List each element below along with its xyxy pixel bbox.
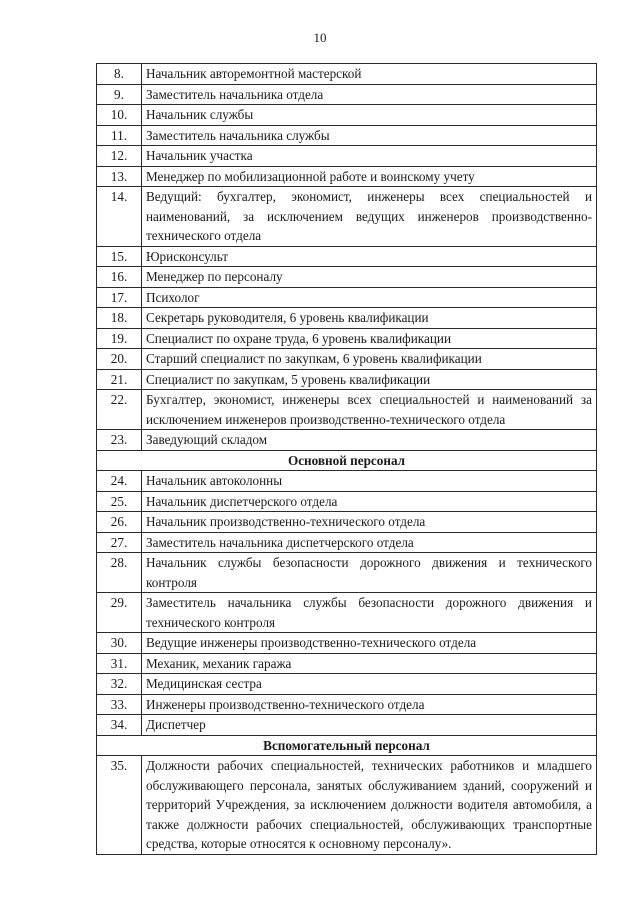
row-number: 32. [97,674,142,695]
table-row [97,756,597,855]
row-number: 19. [97,328,142,349]
table-row [97,593,597,633]
position-title: Специалист по охране труда, 6 уровень квалификации [142,328,597,349]
position-title: Менеджер по мобилизационной работе и воинскому учету [142,166,597,187]
row-number: 25. [97,491,142,512]
row-number: 27. [97,532,142,553]
position-title: Начальник авторемонтной мастерской [142,64,597,85]
table-row [97,328,597,349]
position-title: Должности рабочих специальностей, технических работников и младшего обслуживающего персонала, занятых обслуживанием зданий, сооружений и территорий Учреждения, за исключением должности водителя автомобиля, а также должности рабочих специальностей, обслуживающих транспортные средства, которые относятся к основному персоналу». [142,756,597,855]
row-number: 13. [97,166,142,187]
table-row [97,125,597,146]
position-title: Начальник автоколонны [142,471,597,492]
section-header: Основной персонал [97,450,597,471]
table-row [97,146,597,167]
table-row [97,430,597,451]
row-number: 8. [97,64,142,85]
position-title: Специалист по закупкам, 5 уровень квалификации [142,369,597,390]
position-title: Заместитель начальника отдела [142,84,597,105]
position-title: Бухгалтер, экономист, инженеры всех специальностей и наименований за исключением инженеров производственно-технического отдела [142,390,597,430]
table-row [97,246,597,267]
table-row [97,553,597,593]
row-number: 21. [97,369,142,390]
row-number: 34. [97,715,142,736]
table-row [97,187,597,247]
row-number: 20. [97,349,142,370]
row-number: 10. [97,105,142,126]
table-row [97,166,597,187]
positions-table [96,63,597,855]
position-title: Диспетчер [142,715,597,736]
section-header: Вспомогательный персонал [97,735,597,756]
row-number: 29. [97,593,142,633]
position-title: Заместитель начальника службы безопасности дорожного движения и технического контроля [142,593,597,633]
position-title: Менеджер по персоналу [142,267,597,288]
table-row [97,653,597,674]
table-row [97,349,597,370]
row-number: 22. [97,390,142,430]
page-number: 10 [313,30,327,45]
table-row [97,694,597,715]
table-row [97,390,597,430]
row-number: 11. [97,125,142,146]
position-title: Заместитель начальника службы [142,125,597,146]
position-title: Психолог [142,287,597,308]
table-row [97,633,597,654]
position-title: Секретарь руководителя, 6 уровень квалификации [142,308,597,329]
table-row [97,532,597,553]
position-title: Старший специалист по закупкам, 6 уровень квалификации [142,349,597,370]
table-row [97,105,597,126]
row-number: 30. [97,633,142,654]
section-header-row [97,735,597,756]
row-number: 12. [97,146,142,167]
table-row [97,512,597,533]
position-title: Ведущие инженеры производственно-технического отдела [142,633,597,654]
position-title: Ведущий: бухгалтер, экономист, инженеры всех специальностей и наименований, за исключением ведущих инженеров производственно-технического отдела [142,187,597,247]
row-number: 9. [97,84,142,105]
table-row [97,287,597,308]
table-row [97,491,597,512]
table-row [97,308,597,329]
position-title: Начальник участка [142,146,597,167]
table-row [97,471,597,492]
position-title: Начальник службы [142,105,597,126]
position-title: Медицинская сестра [142,674,597,695]
position-title: Начальник производственно-технического отдела [142,512,597,533]
position-title: Юрисконсульт [142,246,597,267]
row-number: 35. [97,756,142,855]
positions-table-body [97,64,597,855]
table-row [97,369,597,390]
position-title: Заместитель начальника диспетчерского отдела [142,532,597,553]
position-title: Начальник диспетчерского отдела [142,491,597,512]
row-number: 26. [97,512,142,533]
row-number: 17. [97,287,142,308]
row-number: 24. [97,471,142,492]
position-title: Механик, механик гаража [142,653,597,674]
table-row [97,84,597,105]
position-title: Начальник службы безопасности дорожного движения и технического контроля [142,553,597,593]
table-row [97,64,597,85]
position-title: Инженеры производственно-технического отдела [142,694,597,715]
position-title: Заведующий складом [142,430,597,451]
row-number: 28. [97,553,142,593]
row-number: 18. [97,308,142,329]
section-header-row [97,450,597,471]
row-number: 23. [97,430,142,451]
table-row [97,267,597,288]
row-number: 33. [97,694,142,715]
table-row [97,715,597,736]
row-number: 15. [97,246,142,267]
table-row [97,674,597,695]
row-number: 16. [97,267,142,288]
row-number: 31. [97,653,142,674]
row-number: 14. [97,187,142,247]
